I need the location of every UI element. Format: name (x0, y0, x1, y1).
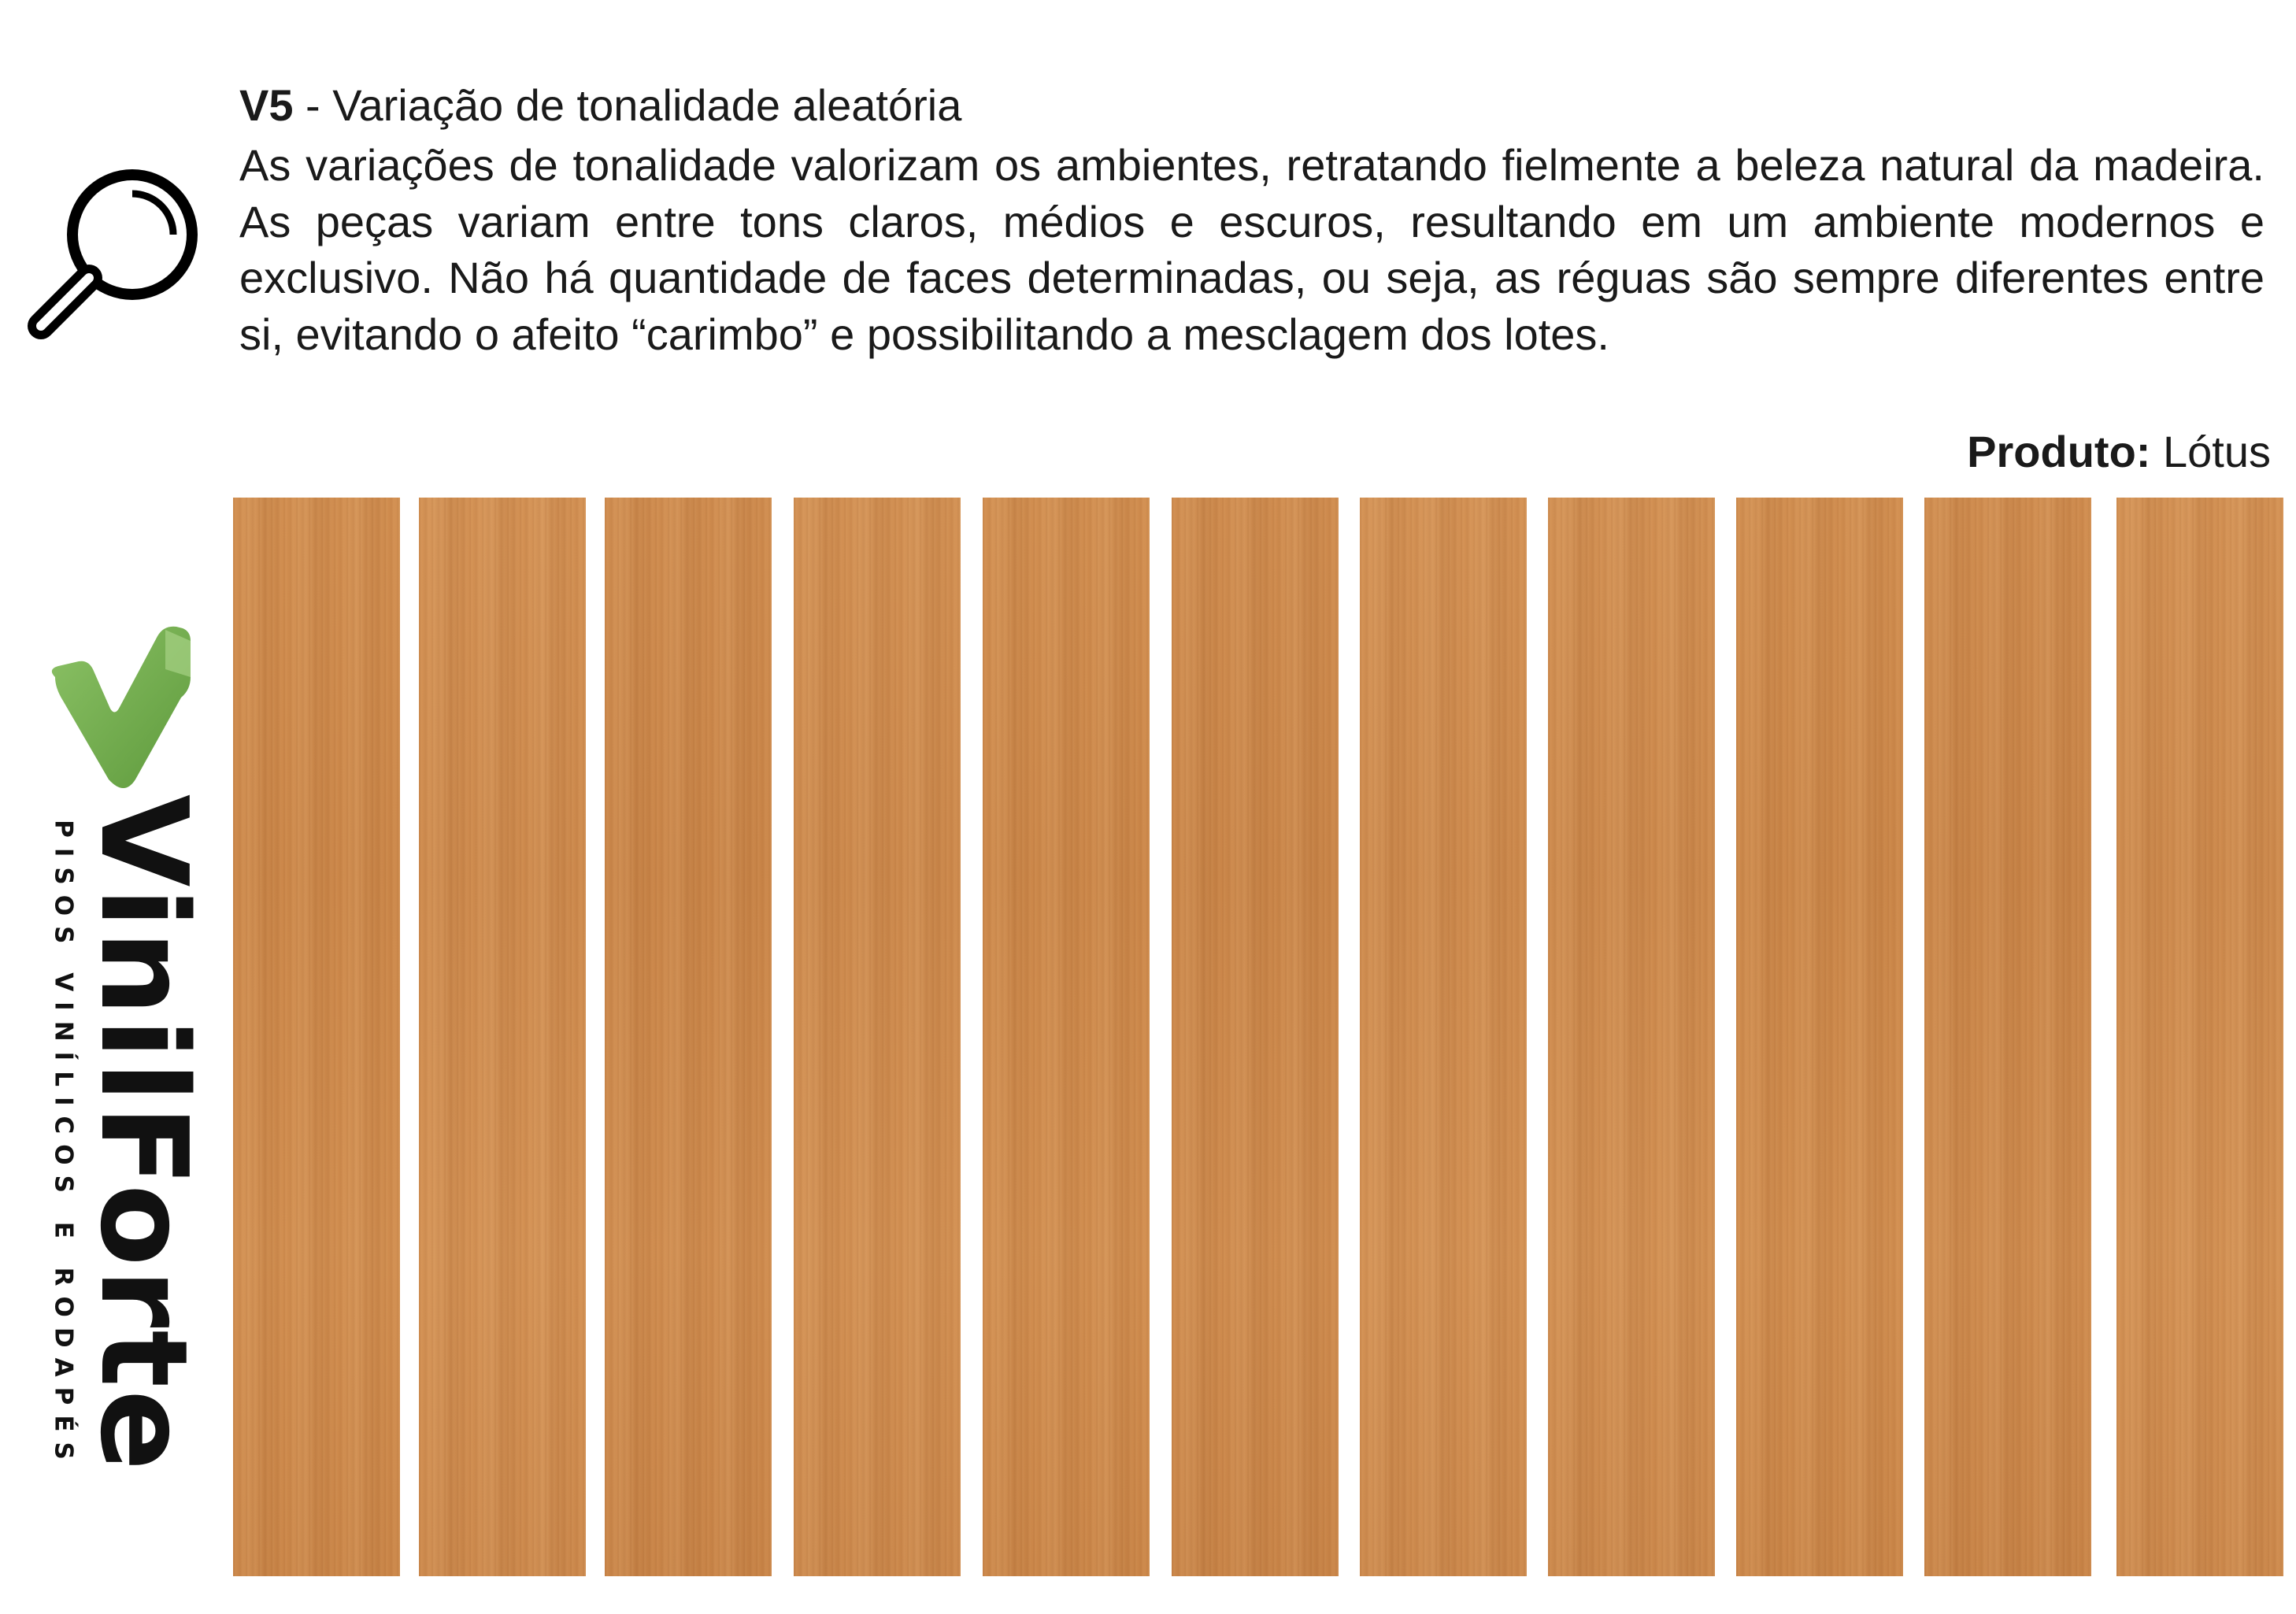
wood-plank (1360, 498, 1527, 1576)
brand-logo-mark (47, 622, 191, 795)
wood-plank (1172, 498, 1339, 1576)
variation-title: - Variação de tonalidade aleatória (293, 80, 962, 130)
brand-tagline: PISOS VINÍLICOS E RODAPÉS (49, 820, 78, 1470)
wood-plank (605, 498, 772, 1576)
wood-plank (419, 498, 586, 1576)
wood-plank (1924, 498, 2091, 1576)
variation-heading (239, 77, 961, 134)
wood-plank (1548, 498, 1715, 1576)
wood-plank (233, 498, 400, 1576)
wood-plank (2116, 498, 2283, 1576)
wood-plank (983, 498, 1150, 1576)
variation-code: V5 (239, 80, 294, 130)
wood-plank (1736, 498, 1903, 1576)
variation-description: As variações de tonalidade valorizam os ambientes, retratando fielmente a beleza natural da madeira. As peças variam entre tons claros, médios e escuros, resultando em um ambiente modernos e exclusivo. Não há quantidade de faces determinadas, ou seja, as réguas são sempre diferentes entre si, evitando o afeito “carimbo” e possibilitando a mesclagem dos lotes. (239, 140, 2265, 359)
magnifier-icon (14, 156, 211, 353)
product-label: Produto: (1967, 427, 2151, 476)
product-name: Lótus (2163, 427, 2271, 476)
brand-name: VinilForte (74, 794, 213, 1474)
product-line (1967, 424, 2271, 480)
wood-plank (794, 498, 961, 1576)
